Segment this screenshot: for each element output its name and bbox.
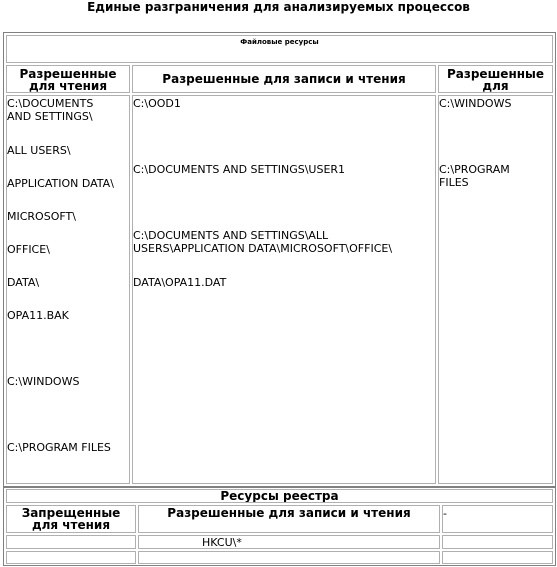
read-item: MICROSOFT\: [7, 210, 76, 223]
reg-col-header-other: [442, 505, 553, 533]
reg-col-header-write: [138, 505, 440, 533]
col-header-exec: [438, 65, 553, 93]
write-item: C:\DOCUMENTS AND SETTINGS\ALL USERS\APPLICATION DATA\MICROSOFT\OFFICE\: [133, 229, 393, 255]
col-header-write-label: Разрешенные для записи и чтения: [162, 72, 406, 86]
exec-items-cell: [438, 95, 553, 484]
exec-item: C:\WINDOWS: [439, 97, 512, 110]
read-item: C:\WINDOWS: [7, 375, 80, 388]
reg-col-header-other-label: -: [443, 507, 447, 520]
file-resources-label: Файловые ресурсы: [240, 38, 319, 46]
col-header-write: [132, 65, 436, 93]
reg-empty-cell: [138, 551, 440, 564]
reg-other-cell: [442, 535, 553, 549]
page-title: Единые разграничения для анализируемых процессов: [87, 0, 470, 14]
reg-col-header-write-label: Разрешенные для записи и чтения: [167, 506, 411, 520]
read-item: C:\PROGRAM FILES: [7, 441, 111, 454]
read-item: APPLICATION DATA\: [7, 177, 114, 190]
col-header-read: [6, 65, 130, 93]
read-item: C:\DOCUMENTS AND SETTINGS\: [7, 97, 94, 123]
write-item: C:\DOCUMENTS AND SETTINGS\USER1: [133, 163, 346, 176]
reg-empty-cell: [6, 551, 136, 564]
read-items-cell: [6, 95, 130, 484]
reg-write-value: HKCU\*: [202, 536, 242, 549]
col-header-exec-label: Разрешенные для: [446, 67, 545, 93]
reg-col-header-deny-read-label: Запрещенные для чтения: [21, 506, 121, 532]
write-item: DATA\OPA11.DAT: [133, 276, 227, 289]
write-item: C:\OOD1: [133, 97, 181, 110]
write-items-cell: [132, 95, 436, 484]
reg-empty-cell: [442, 551, 553, 564]
reg-write-cell: [138, 535, 440, 549]
read-item: DATA\: [7, 276, 40, 289]
reg-col-header-deny-read: [6, 505, 136, 533]
registry-resources-header: [6, 489, 553, 503]
exec-item: C:\PROGRAM FILES: [439, 163, 510, 189]
read-item: ALL USERS\: [7, 144, 71, 157]
reg-deny-read-cell: [6, 535, 136, 549]
col-header-read-label: Разрешенные для чтения: [19, 67, 117, 93]
registry-resources-label: Ресурсы реестра: [220, 489, 339, 503]
read-item: OFFICE\: [7, 243, 50, 256]
file-resources-header: [6, 35, 553, 63]
read-item: OPA11.BAK: [7, 309, 69, 322]
